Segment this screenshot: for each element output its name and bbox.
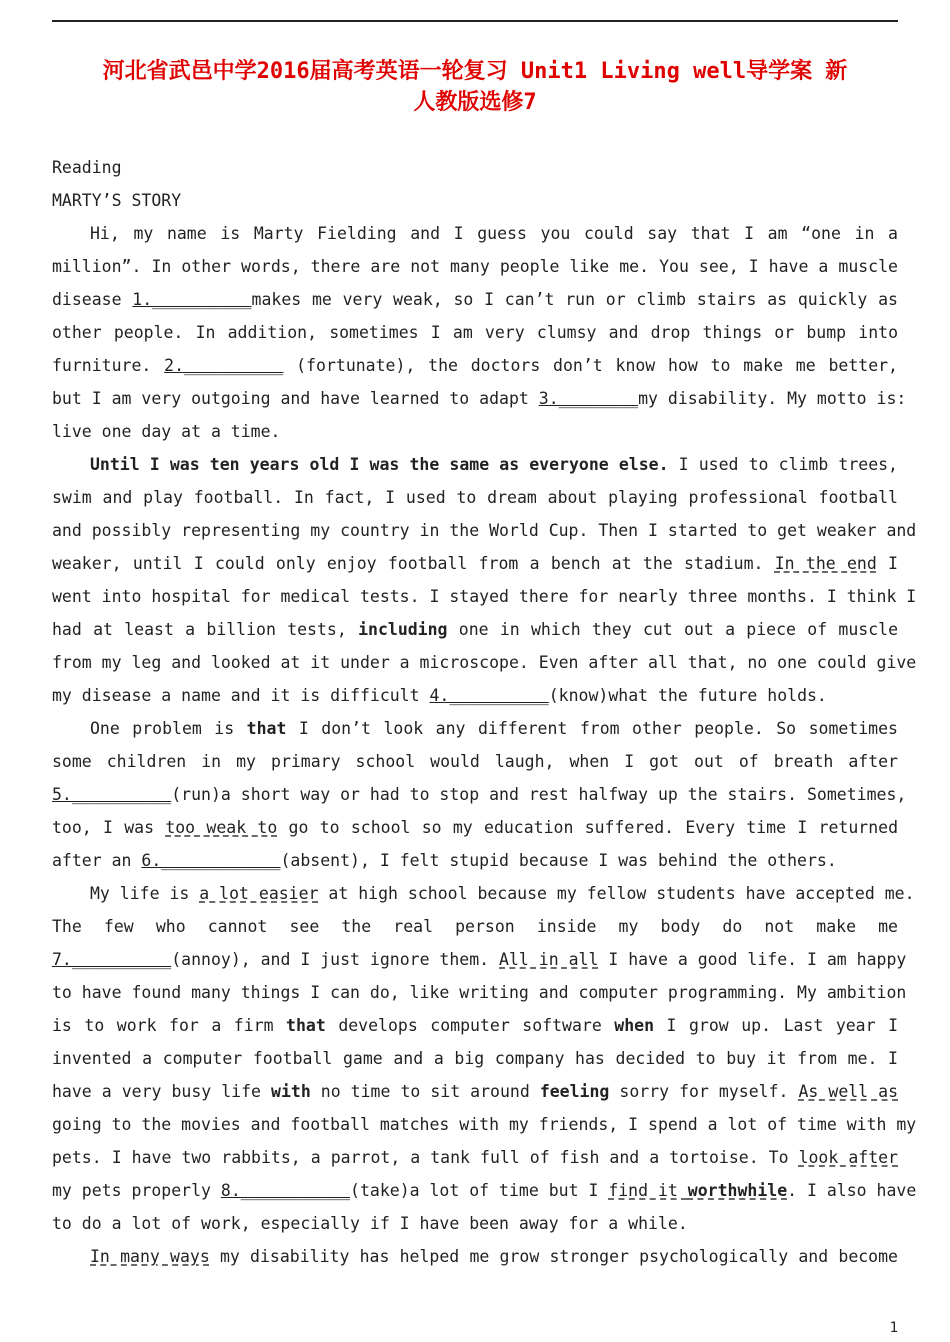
text-line: have a very busy life with no time to sit around feeling sorry for myself. As well as [52,1082,899,1101]
text-line: after an 6.____________(absent), I felt stupid because I was behind the others. [52,851,837,870]
phrase-highlight: As well as [798,1082,899,1101]
story-title: MARTY’S STORY [52,191,182,210]
text-line: weaker, until I could only enjoy football from a bench at the stadium. In the end I [52,554,898,573]
text-line: My life is a lot easier at high school because my fellow students have accepted me. [90,884,915,903]
text-line: went into hospital for medical tests. I stayed there for nearly three months. I think I [52,587,917,606]
text-line: swim and play football. In fact, I used to dream about playing professional football [52,488,898,507]
blank-2[interactable]: 2.__________ [164,356,284,375]
title-line-2: 人教版选修7 [413,90,537,115]
phrase-highlight: find it [608,1181,688,1200]
text-line: Until I was ten years old I was the same as everyone else. I used to climb trees, [90,455,898,474]
text-line: and possibly representing my country in the World Cup. Then I started to get weaker and [52,521,917,540]
top-rule [52,20,898,22]
text-line: to do a lot of work, especially if I have been away for a while. [52,1214,688,1233]
blank-7[interactable]: 7.__________ [52,950,172,969]
phrase-highlight: look after [798,1148,898,1167]
blank-4[interactable]: 4.__________ [429,686,549,705]
text-line: 5.__________(run)a short way or had to stop and rest halfway up the stairs. Sometimes, [52,785,907,804]
phrase-highlight: In many ways [90,1247,210,1266]
text-line: from my leg and looked at it under a microscope. Even after all that, no one could give [52,653,917,672]
text-line: invented a computer football game and a big company has decided to buy it from me. I [52,1049,898,1068]
blank-8[interactable]: 8.___________ [220,1181,351,1200]
text-line: going to the movies and football matches with my friends, I spend a lot of time with my [52,1115,917,1134]
text-line: other people. In addition, sometimes I am very clumsy and drop things or bump into [52,323,898,342]
text-line: some children in my primary school would laugh, when I got out of breath after [52,752,898,771]
text-line: to have found many things I can do, like writing and computer programming. My ambition [52,983,907,1002]
text-line: my pets properly 8.___________(take)a lot of time but I find it worthwhile. I also have [52,1181,917,1200]
text-line: my disease a name and it is difficult 4.__________(know)what the future holds. [52,686,827,705]
blank-5[interactable]: 5.__________ [52,785,172,804]
text-line: disease 1.__________makes me very weak, so I can’t run or climb stairs as quickly as [52,290,898,309]
text-line: too, I was too weak to go to school so my education suffered. Every time I returned [52,818,899,837]
phrase-highlight: too weak to [165,818,278,837]
text-line: furniture. 2.__________ (fortunate), the doctors don’t know how to make me better, [52,356,898,375]
text-line: In many ways my disability has helped me grow stronger psychologically and become [90,1247,898,1266]
phrase-highlight: worthwhile [687,1181,788,1200]
blank-6[interactable]: 6.____________ [141,851,281,870]
text-line: The few who cannot see the real person inside my body do not make me [52,917,898,936]
text-line: One problem is that I don’t look any different from other people. So sometimes [90,719,898,738]
text-line: million”. In other words, there are not many people like me. You see, I have a muscle [52,257,898,276]
title-line-1: 河北省武邑中学2016届高考英语一轮复习 Unit1 Living well导学案 新 [102,59,848,84]
blank-3[interactable]: 3.________ [538,389,639,408]
text-line: pets. I have two rabbits, a parrot, a tank full of fish and a tortoise. To look after [52,1148,898,1167]
text-line: Hi, my name is Marty Fielding and I guess you could say that I am “one in a [90,224,898,243]
text-line: live one day at a time. [52,422,281,441]
phrase-highlight: a lot easier [199,884,319,903]
text-line: but I am very outgoing and have learned to adapt 3.________my disability. My motto is: [52,389,907,408]
phrase-highlight: All in all [499,950,599,969]
page-number: 1 [889,1320,898,1336]
text-line: is to work for a firm that develops computer software when I grow up. Last year I [52,1016,899,1035]
blank-1[interactable]: 1.__________ [132,290,252,309]
text-line: had at least a billion tests, including one in which they cut out a piece of muscle [52,620,899,639]
text-line: 7.__________(annoy), and I just ignore them. All in all I have a good life. I am happy [52,950,907,969]
document-title [52,56,898,118]
section-heading: Reading [52,158,122,177]
phrase-highlight: In the end [774,554,877,573]
